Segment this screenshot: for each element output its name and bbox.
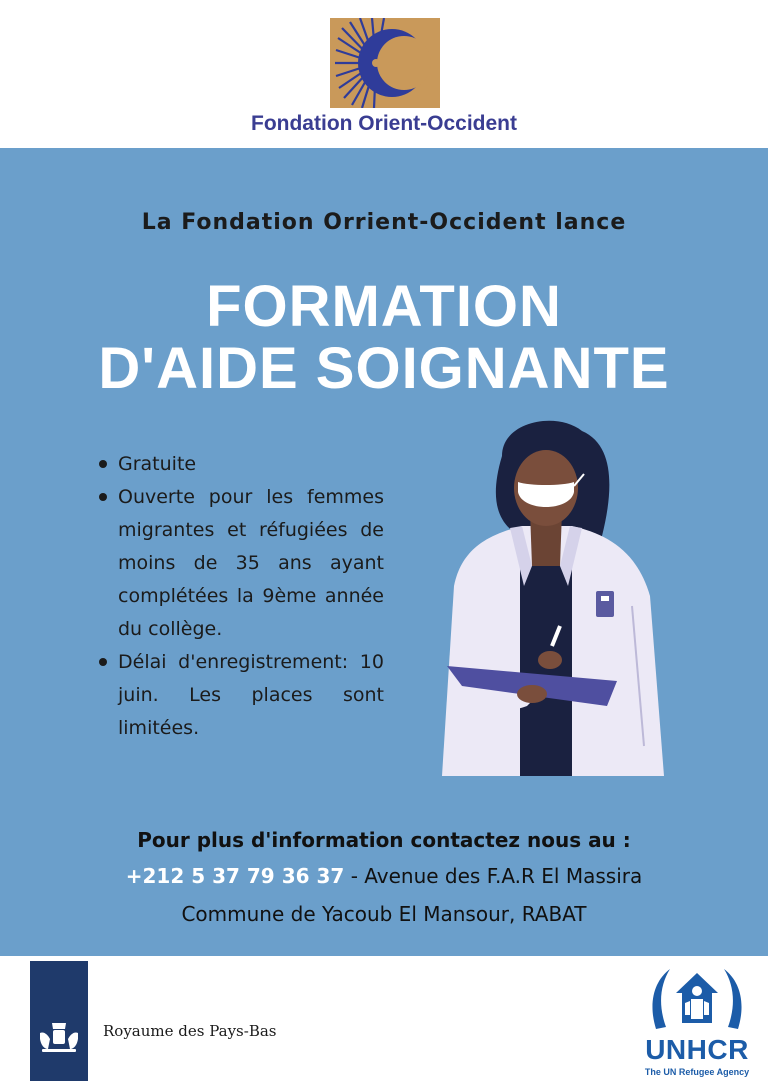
bullet-item	[92, 646, 384, 745]
main-band	[0, 148, 768, 956]
contact-line	[0, 864, 768, 888]
bullet-item	[92, 481, 384, 646]
bullet-dot-icon	[99, 658, 107, 666]
unhcr-emblem-icon	[648, 963, 746, 1035]
bullet-text: Gratuite	[118, 453, 197, 475]
bullet-list	[92, 448, 384, 745]
sunburst-crescent-logo-icon	[330, 18, 440, 108]
netherlands-name: Royaume des Pays-Bas	[103, 1022, 277, 1040]
contact-heading: Pour plus d'information contactez nous au :	[137, 828, 631, 852]
headline-line-2: D'AIDE SOIGNANTE	[98, 336, 670, 401]
phone-number: +212 5 37 79 36 37	[125, 864, 345, 888]
organization-name: Fondation Orient-Occident	[251, 112, 517, 135]
header	[0, 0, 768, 148]
bullet-dot-icon	[99, 493, 107, 501]
intro-text: La Fondation Orrient-Occident lance	[141, 210, 627, 235]
dutch-coat-of-arms-icon	[30, 961, 88, 1081]
bullet-dot-icon	[99, 460, 107, 468]
bullet-item	[92, 448, 384, 481]
unhcr-name: UNHCR	[645, 1034, 749, 1065]
bullet-text: Délai d'enregistrement: 10 juin. Les places sont limitées.	[118, 651, 384, 739]
nurse-with-clipboard-illustration-icon	[432, 416, 702, 784]
address-line-1: - Avenue des F.A.R El Massira	[350, 864, 643, 888]
bullet-text: Ouverte pour les femmes migrantes et réfugiées de moins de 35 ans ayant complétées la 9ème année du collège.	[118, 486, 384, 640]
headline-line-1: FORMATION	[206, 274, 562, 339]
address-line-2: Commune de Yacoub El Mansour, RABAT	[181, 902, 587, 926]
unhcr-tagline: The UN Refugee Agency	[644, 1067, 750, 1077]
